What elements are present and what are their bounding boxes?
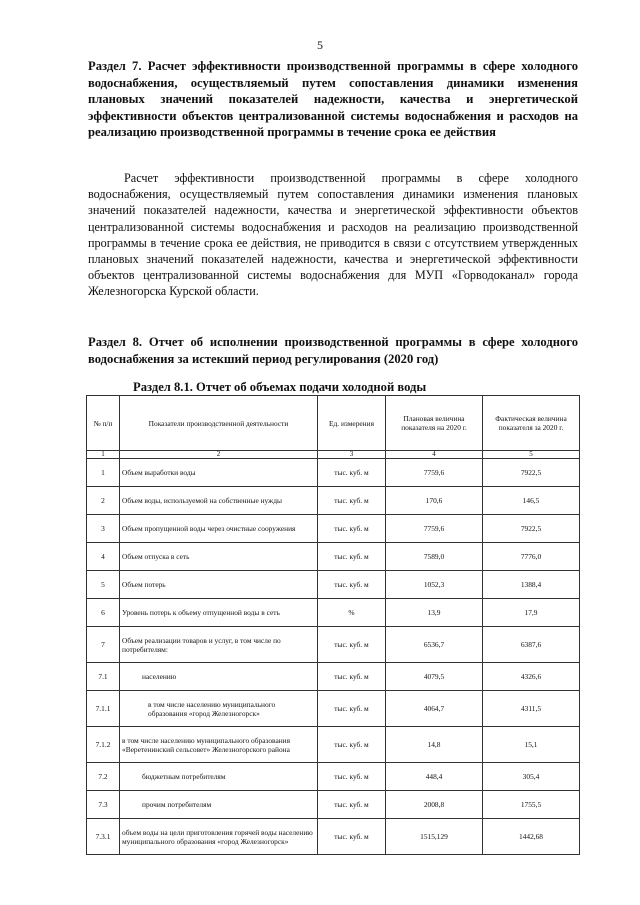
row-unit: тыс. куб. м <box>318 627 386 663</box>
row-unit: тыс. куб. м <box>318 515 386 543</box>
row-plan-value: 2008,8 <box>386 791 483 819</box>
table-row <box>87 599 580 627</box>
row-plan-value: 170,6 <box>386 487 483 515</box>
row-unit: тыс. куб. м <box>318 459 386 487</box>
table-row <box>87 487 580 515</box>
row-plan-value: 1052,3 <box>386 571 483 599</box>
row-number: 7.2 <box>87 763 120 791</box>
row-number: 7 <box>87 627 120 663</box>
row-indicator: в том числе населению муниципального образования «город Железногорск» <box>120 691 318 727</box>
row-plan-value: 14,8 <box>386 727 483 763</box>
row-number: 7.3.1 <box>87 819 120 855</box>
column-number-row <box>87 451 580 459</box>
row-number: 3 <box>87 515 120 543</box>
row-fact-value: 4311,5 <box>483 691 580 727</box>
table-row <box>87 515 580 543</box>
row-unit: тыс. куб. м <box>318 663 386 691</box>
section-8-heading: Раздел 8. Отчет об исполнении производственной программы в сфере холодного водоснабжения за истекший период регулирования (2020 год) <box>88 335 578 366</box>
row-unit: тыс. куб. м <box>318 571 386 599</box>
row-plan-value: 4064,7 <box>386 691 483 727</box>
row-fact-value: 1755,5 <box>483 791 580 819</box>
row-plan-value: 448,4 <box>386 763 483 791</box>
row-fact-value: 7922,5 <box>483 459 580 487</box>
row-plan-value: 4079,5 <box>386 663 483 691</box>
row-number: 1 <box>87 459 120 487</box>
section-7-body: Расчет эффективности производственной программы в сфере холодного водоснабжения, осуществляемый путем сопоставления динамики изменения плановых значений показателей надежности, качества и энергетической эффективности объектов централизованной системы водоснабжения и расходов на реализацию производственной программы в течение срока ее действия, не приводится в связи с отсутствием утвержденных плановых значений показателей надежности, качества и энергетической эффективности объектов централизованной системы водоснабжения для МУП «Горводоканал» города Железногорска Курской области. <box>88 171 578 299</box>
column-number: 4 <box>386 451 483 459</box>
row-plan-value: 7589,0 <box>386 543 483 571</box>
row-indicator: Объем выработки воды <box>120 459 318 487</box>
table-row <box>87 571 580 599</box>
row-unit: тыс. куб. м <box>318 819 386 855</box>
column-number: 3 <box>318 451 386 459</box>
row-indicator: Объем воды, используемой на собственные нужды <box>120 487 318 515</box>
row-number: 2 <box>87 487 120 515</box>
row-plan-value: 13,9 <box>386 599 483 627</box>
row-number: 5 <box>87 571 120 599</box>
row-unit: тыс. куб. м <box>318 543 386 571</box>
table-row <box>87 763 580 791</box>
row-plan-value: 6536,7 <box>386 627 483 663</box>
table-row <box>87 543 580 571</box>
table-row <box>87 459 580 487</box>
row-indicator: в том числе населению муниципального образования «Веретенинский сельсовет» Железногорского района <box>120 727 318 763</box>
row-unit: тыс. куб. м <box>318 791 386 819</box>
table-row <box>87 727 580 763</box>
table-header-row <box>87 396 580 451</box>
column-number: 2 <box>120 451 318 459</box>
table-row <box>87 819 580 855</box>
row-number: 7.1.1 <box>87 691 120 727</box>
row-number: 6 <box>87 599 120 627</box>
row-plan-value: 7759,6 <box>386 515 483 543</box>
header-fact: Фактическая величина показателя за 2020 г. <box>483 396 580 451</box>
row-indicator: бюджетным потребителям <box>120 763 318 791</box>
row-fact-value: 1442,68 <box>483 819 580 855</box>
row-fact-value: 17,9 <box>483 599 580 627</box>
row-indicator: Объем пропущенной воды через очистные сооружения <box>120 515 318 543</box>
row-number: 7.3 <box>87 791 120 819</box>
row-indicator: Уровень потерь к объему отпущенной воды в сеть <box>120 599 318 627</box>
table-row <box>87 627 580 663</box>
row-indicator: объем воды на цели приготовления горячей воды населению муниципального образования «город Железногорск» <box>120 819 318 855</box>
row-fact-value: 1388,4 <box>483 571 580 599</box>
header-no: № п/п <box>87 396 120 451</box>
table-row <box>87 691 580 727</box>
row-fact-value: 146,5 <box>483 487 580 515</box>
column-number: 5 <box>483 451 580 459</box>
row-indicator: Объем потерь <box>120 571 318 599</box>
table-row <box>87 791 580 819</box>
row-plan-value: 7759,6 <box>386 459 483 487</box>
row-indicator: населению <box>120 663 318 691</box>
row-fact-value: 15,1 <box>483 727 580 763</box>
row-fact-value: 6387,6 <box>483 627 580 663</box>
row-fact-value: 7922,5 <box>483 515 580 543</box>
section-7-heading: Раздел 7. Расчет эффективности производственной программы в сфере холодного водоснабжения, осуществляемый путем сопоставления динамики изменения плановых значений показателей надежности, качества и энергетической эффективности объектов централизованной системы водоснабжения и расходов на реализацию производственной программы в течение срока ее действия <box>88 59 578 139</box>
row-unit: тыс. куб. м <box>318 487 386 515</box>
table-row <box>87 663 580 691</box>
row-plan-value: 1515,129 <box>386 819 483 855</box>
row-unit: тыс. куб. м <box>318 727 386 763</box>
row-unit: тыс. куб. м <box>318 691 386 727</box>
row-fact-value: 4326,6 <box>483 663 580 691</box>
row-indicator: прочим потребителям <box>120 791 318 819</box>
row-number: 4 <box>87 543 120 571</box>
row-fact-value: 7776,0 <box>483 543 580 571</box>
header-plan: Плановая величина показателя на 2020 г. <box>386 396 483 451</box>
row-unit: % <box>318 599 386 627</box>
row-fact-value: 305,4 <box>483 763 580 791</box>
row-number: 7.1.2 <box>87 727 120 763</box>
row-indicator: Объем реализации товаров и услуг, в том числе по потребителям: <box>120 627 318 663</box>
column-number: 1 <box>87 451 120 459</box>
header-unit: Ед. измерения <box>318 396 386 451</box>
row-unit: тыс. куб. м <box>318 763 386 791</box>
page-number: 5 <box>317 38 323 52</box>
section-8-1-heading: Раздел 8.1. Отчет об объемах подачи холодной воды <box>133 380 427 394</box>
row-number: 7.1 <box>87 663 120 691</box>
row-indicator: Объем отпуска в сеть <box>120 543 318 571</box>
water-supply-volumes-table <box>86 395 580 855</box>
header-name: Показатели производственной деятельности <box>120 396 318 451</box>
